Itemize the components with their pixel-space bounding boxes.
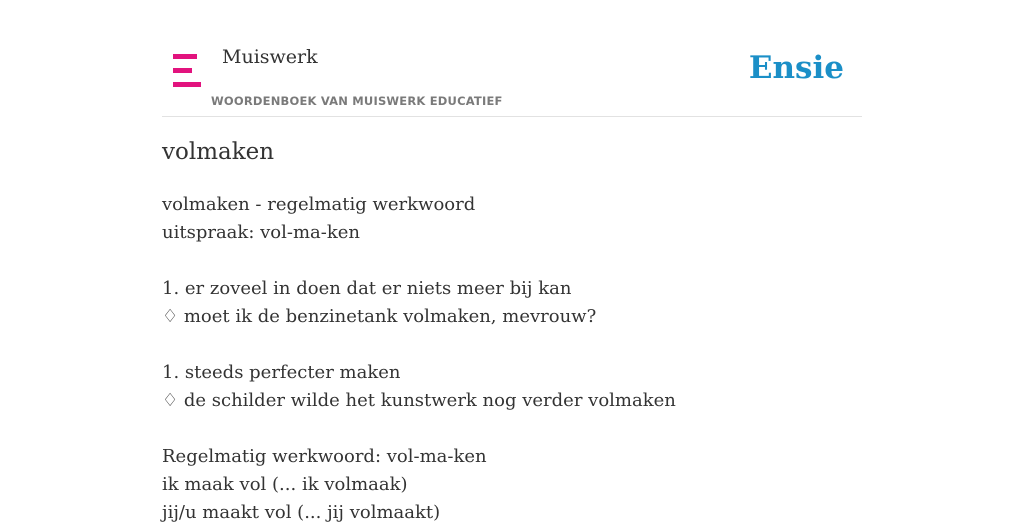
spacer-line <box>162 247 862 275</box>
brand-name[interactable]: Muiswerk <box>222 46 318 68</box>
brand-subtitle: WOORDENBOEK VAN MUISWERK EDUCATIEF <box>211 94 503 108</box>
ensie-logo-link[interactable]: Ensie <box>748 50 844 86</box>
conjugation-heading: Regelmatig werkwoord: vol-ma-ken <box>162 446 487 467</box>
definition-1: 1. er zoveel in doen dat er niets meer bij kan <box>162 278 572 299</box>
example-1: ♢ moet ik de benzinetank volmaken, mevrouw? <box>162 306 597 327</box>
logo-bar-top <box>173 54 197 59</box>
pronunciation: uitspraak: vol-ma-ken <box>162 222 360 243</box>
conjugation-line: jij/u maakt vol (... jij volmaakt) <box>162 502 441 523</box>
logo-bar-middle <box>173 68 192 73</box>
entry-heading: volmaken - regelmatig werkwoord <box>162 194 476 215</box>
site-header <box>162 0 862 117</box>
conjugation-line: ik maak vol (... ik volmaak) <box>162 474 408 495</box>
definition-2: 1. steeds perfecter maken <box>162 362 401 383</box>
logo-bar-bottom <box>173 82 201 87</box>
spacer-line <box>162 331 862 359</box>
example-2: ♢ de schilder wilde het kunstwerk nog verder volmaken <box>162 390 676 411</box>
muiswerk-logo-icon[interactable] <box>173 54 201 88</box>
entry-content <box>162 191 862 527</box>
spacer-line <box>162 415 862 443</box>
page-title: volmaken <box>162 139 275 165</box>
